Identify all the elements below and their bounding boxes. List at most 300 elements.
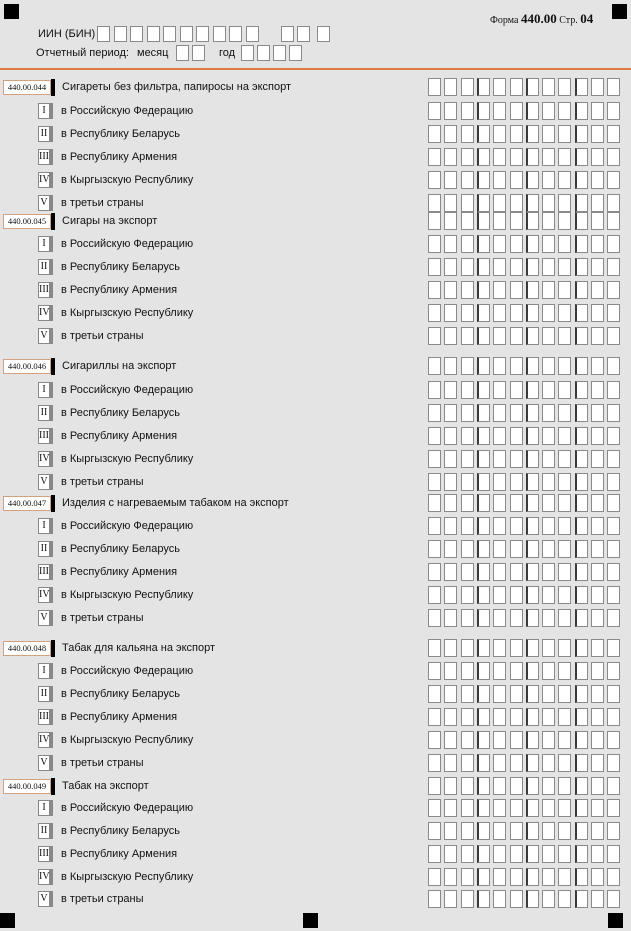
amount-digit-cell[interactable]	[428, 708, 441, 726]
amount-digit-cell[interactable]	[428, 754, 441, 772]
amount-digit-cell[interactable]	[526, 78, 539, 96]
amount-digit-cell[interactable]	[558, 125, 571, 143]
amount-digit-cell[interactable]	[493, 304, 506, 322]
amount-digit-cell[interactable]	[428, 327, 441, 345]
amount-digit-cell[interactable]	[575, 777, 588, 795]
amount-digit-cell[interactable]	[510, 125, 523, 143]
amount-digit-cell[interactable]	[493, 494, 506, 512]
amount-digit-cell[interactable]	[444, 148, 457, 166]
amount-digit-cell[interactable]	[607, 125, 620, 143]
amount-digit-cell[interactable]	[575, 609, 588, 627]
amount-digit-cell[interactable]	[575, 381, 588, 399]
amount-digit-cell[interactable]	[542, 327, 555, 345]
amount-digit-cell[interactable]	[526, 212, 539, 230]
amount-digit-cell[interactable]	[510, 517, 523, 535]
amount-digit-cell[interactable]	[575, 404, 588, 422]
amount-digit-cell[interactable]	[493, 586, 506, 604]
amount-digit-cell[interactable]	[591, 662, 604, 680]
amount-digit-cell[interactable]	[428, 517, 441, 535]
amount-digit-cell[interactable]	[510, 799, 523, 817]
amount-digit-cell[interactable]	[444, 754, 457, 772]
amount-digit-cell[interactable]	[575, 586, 588, 604]
amount-digit-cell[interactable]	[493, 258, 506, 276]
amount-digit-cell[interactable]	[575, 148, 588, 166]
amount-digit-cell[interactable]	[558, 281, 571, 299]
amount-digit-cell[interactable]	[591, 777, 604, 795]
amount-digit-cell[interactable]	[526, 304, 539, 322]
amount-digit-cell[interactable]	[461, 235, 474, 253]
amount-digit-cell[interactable]	[591, 194, 604, 212]
amount-digit-cell[interactable]	[542, 494, 555, 512]
amount-digit-cell[interactable]	[510, 685, 523, 703]
amount-digit-cell[interactable]	[510, 148, 523, 166]
amount-digit-cell[interactable]	[526, 427, 539, 445]
amount-digit-cell[interactable]	[428, 868, 441, 886]
amount-digit-cell[interactable]	[558, 473, 571, 491]
amount-digit-cell[interactable]	[444, 327, 457, 345]
amount-digit-cell[interactable]	[428, 427, 441, 445]
amount-digit-cell[interactable]	[542, 731, 555, 749]
amount-digit-cell[interactable]	[477, 685, 490, 703]
amount-digit-cell[interactable]	[558, 609, 571, 627]
amount-digit-cell[interactable]	[477, 609, 490, 627]
amount-digit-cell[interactable]	[428, 357, 441, 375]
amount-digit-cell[interactable]	[575, 281, 588, 299]
amount-digit-cell[interactable]	[542, 304, 555, 322]
amount-digit-cell[interactable]	[575, 357, 588, 375]
amount-digit-cell[interactable]	[428, 171, 441, 189]
amount-digit-cell[interactable]	[526, 822, 539, 840]
amount-digit-cell[interactable]	[493, 868, 506, 886]
amount-digit-cell[interactable]	[477, 708, 490, 726]
amount-digit-cell[interactable]	[575, 662, 588, 680]
amount-digit-cell[interactable]	[428, 281, 441, 299]
amount-digit-cell[interactable]	[461, 754, 474, 772]
amount-digit-cell[interactable]	[444, 357, 457, 375]
amount-digit-cell[interactable]	[607, 822, 620, 840]
amount-digit-cell[interactable]	[542, 754, 555, 772]
amount-digit-cell[interactable]	[477, 540, 490, 558]
amount-digit-cell[interactable]	[607, 868, 620, 886]
amount-digit-cell[interactable]	[510, 662, 523, 680]
amount-digit-cell[interactable]	[591, 563, 604, 581]
amount-digit-cell[interactable]	[607, 381, 620, 399]
amount-digit-cell[interactable]	[558, 194, 571, 212]
amount-digit-cell[interactable]	[493, 777, 506, 795]
amount-digit-cell[interactable]	[477, 450, 490, 468]
amount-digit-cell[interactable]	[461, 517, 474, 535]
amount-digit-cell[interactable]	[428, 258, 441, 276]
amount-digit-cell[interactable]	[461, 540, 474, 558]
amount-digit-cell[interactable]	[575, 304, 588, 322]
iin-digit-cell[interactable]	[317, 26, 330, 42]
amount-digit-cell[interactable]	[461, 357, 474, 375]
amount-digit-cell[interactable]	[542, 357, 555, 375]
amount-digit-cell[interactable]	[591, 258, 604, 276]
amount-digit-cell[interactable]	[477, 845, 490, 863]
iin-digit-cell[interactable]	[281, 26, 294, 42]
amount-digit-cell[interactable]	[542, 404, 555, 422]
amount-digit-cell[interactable]	[542, 281, 555, 299]
amount-digit-cell[interactable]	[591, 586, 604, 604]
amount-digit-cell[interactable]	[526, 890, 539, 908]
amount-digit-cell[interactable]	[444, 845, 457, 863]
amount-digit-cell[interactable]	[510, 563, 523, 581]
amount-digit-cell[interactable]	[461, 125, 474, 143]
amount-digit-cell[interactable]	[607, 799, 620, 817]
amount-digit-cell[interactable]	[607, 404, 620, 422]
amount-digit-cell[interactable]	[510, 235, 523, 253]
amount-digit-cell[interactable]	[428, 639, 441, 657]
amount-digit-cell[interactable]	[493, 731, 506, 749]
amount-digit-cell[interactable]	[493, 799, 506, 817]
amount-digit-cell[interactable]	[428, 78, 441, 96]
amount-digit-cell[interactable]	[477, 586, 490, 604]
amount-digit-cell[interactable]	[591, 171, 604, 189]
amount-digit-cell[interactable]	[477, 327, 490, 345]
amount-digit-cell[interactable]	[526, 586, 539, 604]
amount-digit-cell[interactable]	[510, 258, 523, 276]
amount-digit-cell[interactable]	[444, 473, 457, 491]
amount-digit-cell[interactable]	[575, 78, 588, 96]
amount-digit-cell[interactable]	[526, 708, 539, 726]
amount-digit-cell[interactable]	[542, 450, 555, 468]
amount-digit-cell[interactable]	[461, 586, 474, 604]
iin-digit-cell[interactable]	[130, 26, 143, 42]
amount-digit-cell[interactable]	[477, 822, 490, 840]
amount-digit-cell[interactable]	[510, 327, 523, 345]
amount-digit-cell[interactable]	[558, 212, 571, 230]
amount-digit-cell[interactable]	[493, 171, 506, 189]
amount-digit-cell[interactable]	[526, 327, 539, 345]
amount-digit-cell[interactable]	[526, 473, 539, 491]
amount-digit-cell[interactable]	[510, 78, 523, 96]
amount-digit-cell[interactable]	[558, 327, 571, 345]
amount-digit-cell[interactable]	[428, 731, 441, 749]
amount-digit-cell[interactable]	[493, 845, 506, 863]
amount-digit-cell[interactable]	[493, 125, 506, 143]
amount-digit-cell[interactable]	[461, 102, 474, 120]
amount-digit-cell[interactable]	[542, 890, 555, 908]
amount-digit-cell[interactable]	[477, 171, 490, 189]
amount-digit-cell[interactable]	[477, 235, 490, 253]
amount-digit-cell[interactable]	[607, 148, 620, 166]
amount-digit-cell[interactable]	[444, 517, 457, 535]
amount-digit-cell[interactable]	[542, 662, 555, 680]
amount-digit-cell[interactable]	[607, 427, 620, 445]
amount-digit-cell[interactable]	[575, 754, 588, 772]
amount-digit-cell[interactable]	[477, 102, 490, 120]
amount-digit-cell[interactable]	[461, 327, 474, 345]
amount-digit-cell[interactable]	[591, 381, 604, 399]
amount-digit-cell[interactable]	[591, 148, 604, 166]
amount-digit-cell[interactable]	[510, 890, 523, 908]
amount-digit-cell[interactable]	[542, 258, 555, 276]
amount-digit-cell[interactable]	[558, 540, 571, 558]
amount-digit-cell[interactable]	[575, 473, 588, 491]
amount-digit-cell[interactable]	[461, 708, 474, 726]
amount-digit-cell[interactable]	[575, 327, 588, 345]
amount-digit-cell[interactable]	[444, 404, 457, 422]
amount-digit-cell[interactable]	[575, 494, 588, 512]
amount-digit-cell[interactable]	[607, 212, 620, 230]
amount-digit-cell[interactable]	[542, 868, 555, 886]
amount-digit-cell[interactable]	[477, 517, 490, 535]
amount-digit-cell[interactable]	[493, 563, 506, 581]
iin-digit-cell[interactable]	[147, 26, 160, 42]
amount-digit-cell[interactable]	[591, 494, 604, 512]
amount-digit-cell[interactable]	[461, 822, 474, 840]
iin-digit-cell[interactable]	[246, 26, 259, 42]
amount-digit-cell[interactable]	[444, 125, 457, 143]
amount-digit-cell[interactable]	[493, 194, 506, 212]
amount-digit-cell[interactable]	[428, 494, 441, 512]
amount-digit-cell[interactable]	[477, 258, 490, 276]
amount-digit-cell[interactable]	[558, 304, 571, 322]
amount-digit-cell[interactable]	[558, 822, 571, 840]
amount-digit-cell[interactable]	[477, 754, 490, 772]
amount-digit-cell[interactable]	[575, 171, 588, 189]
amount-digit-cell[interactable]	[461, 78, 474, 96]
amount-digit-cell[interactable]	[477, 281, 490, 299]
amount-digit-cell[interactable]	[510, 868, 523, 886]
amount-digit-cell[interactable]	[510, 609, 523, 627]
amount-digit-cell[interactable]	[477, 494, 490, 512]
amount-digit-cell[interactable]	[558, 639, 571, 657]
amount-digit-cell[interactable]	[591, 357, 604, 375]
amount-digit-cell[interactable]	[526, 404, 539, 422]
amount-digit-cell[interactable]	[510, 708, 523, 726]
amount-digit-cell[interactable]	[607, 685, 620, 703]
amount-digit-cell[interactable]	[510, 194, 523, 212]
amount-digit-cell[interactable]	[477, 304, 490, 322]
amount-digit-cell[interactable]	[542, 685, 555, 703]
amount-digit-cell[interactable]	[558, 662, 571, 680]
amount-digit-cell[interactable]	[428, 563, 441, 581]
amount-digit-cell[interactable]	[558, 404, 571, 422]
amount-digit-cell[interactable]	[461, 639, 474, 657]
amount-digit-cell[interactable]	[461, 304, 474, 322]
amount-digit-cell[interactable]	[428, 235, 441, 253]
amount-digit-cell[interactable]	[493, 890, 506, 908]
amount-digit-cell[interactable]	[461, 494, 474, 512]
amount-digit-cell[interactable]	[493, 754, 506, 772]
year-digit-cell[interactable]	[241, 45, 254, 61]
amount-digit-cell[interactable]	[461, 194, 474, 212]
amount-digit-cell[interactable]	[526, 450, 539, 468]
month-digit-cell[interactable]	[192, 45, 205, 61]
amount-digit-cell[interactable]	[510, 822, 523, 840]
amount-digit-cell[interactable]	[444, 427, 457, 445]
amount-digit-cell[interactable]	[542, 540, 555, 558]
amount-digit-cell[interactable]	[607, 78, 620, 96]
amount-digit-cell[interactable]	[461, 890, 474, 908]
amount-digit-cell[interactable]	[526, 517, 539, 535]
amount-digit-cell[interactable]	[607, 304, 620, 322]
amount-digit-cell[interactable]	[428, 662, 441, 680]
amount-digit-cell[interactable]	[428, 304, 441, 322]
amount-digit-cell[interactable]	[428, 777, 441, 795]
amount-digit-cell[interactable]	[444, 890, 457, 908]
amount-digit-cell[interactable]	[591, 78, 604, 96]
iin-digit-cell[interactable]	[213, 26, 226, 42]
amount-digit-cell[interactable]	[607, 258, 620, 276]
amount-digit-cell[interactable]	[477, 427, 490, 445]
amount-digit-cell[interactable]	[558, 450, 571, 468]
amount-digit-cell[interactable]	[428, 473, 441, 491]
amount-digit-cell[interactable]	[461, 473, 474, 491]
amount-digit-cell[interactable]	[558, 171, 571, 189]
amount-digit-cell[interactable]	[526, 731, 539, 749]
amount-digit-cell[interactable]	[542, 194, 555, 212]
year-digit-cell[interactable]	[273, 45, 286, 61]
amount-digit-cell[interactable]	[461, 281, 474, 299]
amount-digit-cell[interactable]	[575, 427, 588, 445]
amount-digit-cell[interactable]	[493, 517, 506, 535]
amount-digit-cell[interactable]	[510, 731, 523, 749]
amount-digit-cell[interactable]	[607, 563, 620, 581]
amount-digit-cell[interactable]	[444, 281, 457, 299]
year-digit-cell[interactable]	[289, 45, 302, 61]
iin-digit-cell[interactable]	[297, 26, 310, 42]
amount-digit-cell[interactable]	[510, 357, 523, 375]
amount-digit-cell[interactable]	[526, 754, 539, 772]
amount-digit-cell[interactable]	[542, 639, 555, 657]
amount-digit-cell[interactable]	[477, 381, 490, 399]
amount-digit-cell[interactable]	[510, 540, 523, 558]
month-digit-cell[interactable]	[176, 45, 189, 61]
amount-digit-cell[interactable]	[575, 822, 588, 840]
amount-digit-cell[interactable]	[591, 212, 604, 230]
amount-digit-cell[interactable]	[558, 102, 571, 120]
amount-digit-cell[interactable]	[575, 450, 588, 468]
amount-digit-cell[interactable]	[526, 258, 539, 276]
amount-digit-cell[interactable]	[526, 102, 539, 120]
amount-digit-cell[interactable]	[444, 258, 457, 276]
amount-digit-cell[interactable]	[575, 845, 588, 863]
amount-digit-cell[interactable]	[526, 609, 539, 627]
amount-digit-cell[interactable]	[591, 404, 604, 422]
amount-digit-cell[interactable]	[542, 822, 555, 840]
iin-digit-cell[interactable]	[163, 26, 176, 42]
amount-digit-cell[interactable]	[493, 473, 506, 491]
amount-digit-cell[interactable]	[428, 586, 441, 604]
amount-digit-cell[interactable]	[461, 799, 474, 817]
amount-digit-cell[interactable]	[542, 427, 555, 445]
amount-digit-cell[interactable]	[542, 845, 555, 863]
amount-digit-cell[interactable]	[428, 381, 441, 399]
amount-digit-cell[interactable]	[526, 777, 539, 795]
amount-digit-cell[interactable]	[591, 868, 604, 886]
amount-digit-cell[interactable]	[591, 731, 604, 749]
amount-digit-cell[interactable]	[444, 777, 457, 795]
amount-digit-cell[interactable]	[591, 304, 604, 322]
amount-digit-cell[interactable]	[493, 685, 506, 703]
amount-digit-cell[interactable]	[575, 731, 588, 749]
amount-digit-cell[interactable]	[607, 102, 620, 120]
amount-digit-cell[interactable]	[510, 404, 523, 422]
amount-digit-cell[interactable]	[477, 404, 490, 422]
amount-digit-cell[interactable]	[526, 125, 539, 143]
amount-digit-cell[interactable]	[607, 890, 620, 908]
amount-digit-cell[interactable]	[542, 586, 555, 604]
amount-digit-cell[interactable]	[591, 517, 604, 535]
amount-digit-cell[interactable]	[493, 381, 506, 399]
amount-digit-cell[interactable]	[510, 450, 523, 468]
amount-digit-cell[interactable]	[461, 662, 474, 680]
amount-digit-cell[interactable]	[558, 357, 571, 375]
amount-digit-cell[interactable]	[575, 540, 588, 558]
amount-digit-cell[interactable]	[428, 212, 441, 230]
amount-digit-cell[interactable]	[607, 171, 620, 189]
amount-digit-cell[interactable]	[575, 868, 588, 886]
amount-digit-cell[interactable]	[461, 609, 474, 627]
amount-digit-cell[interactable]	[493, 102, 506, 120]
amount-digit-cell[interactable]	[607, 777, 620, 795]
amount-digit-cell[interactable]	[526, 381, 539, 399]
amount-digit-cell[interactable]	[542, 212, 555, 230]
amount-digit-cell[interactable]	[444, 799, 457, 817]
amount-digit-cell[interactable]	[591, 125, 604, 143]
amount-digit-cell[interactable]	[444, 731, 457, 749]
amount-digit-cell[interactable]	[591, 427, 604, 445]
amount-digit-cell[interactable]	[477, 890, 490, 908]
amount-digit-cell[interactable]	[607, 540, 620, 558]
amount-digit-cell[interactable]	[493, 609, 506, 627]
amount-digit-cell[interactable]	[575, 708, 588, 726]
amount-digit-cell[interactable]	[461, 148, 474, 166]
amount-digit-cell[interactable]	[526, 563, 539, 581]
amount-digit-cell[interactable]	[444, 662, 457, 680]
amount-digit-cell[interactable]	[558, 563, 571, 581]
amount-digit-cell[interactable]	[607, 845, 620, 863]
amount-digit-cell[interactable]	[575, 194, 588, 212]
amount-digit-cell[interactable]	[607, 327, 620, 345]
amount-digit-cell[interactable]	[526, 357, 539, 375]
amount-digit-cell[interactable]	[461, 171, 474, 189]
amount-digit-cell[interactable]	[558, 685, 571, 703]
amount-digit-cell[interactable]	[477, 194, 490, 212]
amount-digit-cell[interactable]	[444, 171, 457, 189]
amount-digit-cell[interactable]	[477, 799, 490, 817]
amount-digit-cell[interactable]	[493, 427, 506, 445]
amount-digit-cell[interactable]	[607, 731, 620, 749]
amount-digit-cell[interactable]	[542, 381, 555, 399]
amount-digit-cell[interactable]	[558, 517, 571, 535]
amount-digit-cell[interactable]	[542, 517, 555, 535]
amount-digit-cell[interactable]	[558, 731, 571, 749]
amount-digit-cell[interactable]	[591, 754, 604, 772]
amount-digit-cell[interactable]	[428, 685, 441, 703]
amount-digit-cell[interactable]	[526, 868, 539, 886]
amount-digit-cell[interactable]	[558, 427, 571, 445]
amount-digit-cell[interactable]	[591, 235, 604, 253]
amount-digit-cell[interactable]	[575, 563, 588, 581]
amount-digit-cell[interactable]	[526, 639, 539, 657]
amount-digit-cell[interactable]	[444, 868, 457, 886]
amount-digit-cell[interactable]	[526, 235, 539, 253]
amount-digit-cell[interactable]	[542, 473, 555, 491]
amount-digit-cell[interactable]	[591, 473, 604, 491]
amount-digit-cell[interactable]	[444, 708, 457, 726]
amount-digit-cell[interactable]	[510, 171, 523, 189]
amount-digit-cell[interactable]	[510, 427, 523, 445]
amount-digit-cell[interactable]	[510, 212, 523, 230]
amount-digit-cell[interactable]	[591, 639, 604, 657]
amount-digit-cell[interactable]	[510, 639, 523, 657]
amount-digit-cell[interactable]	[493, 78, 506, 96]
amount-digit-cell[interactable]	[607, 639, 620, 657]
